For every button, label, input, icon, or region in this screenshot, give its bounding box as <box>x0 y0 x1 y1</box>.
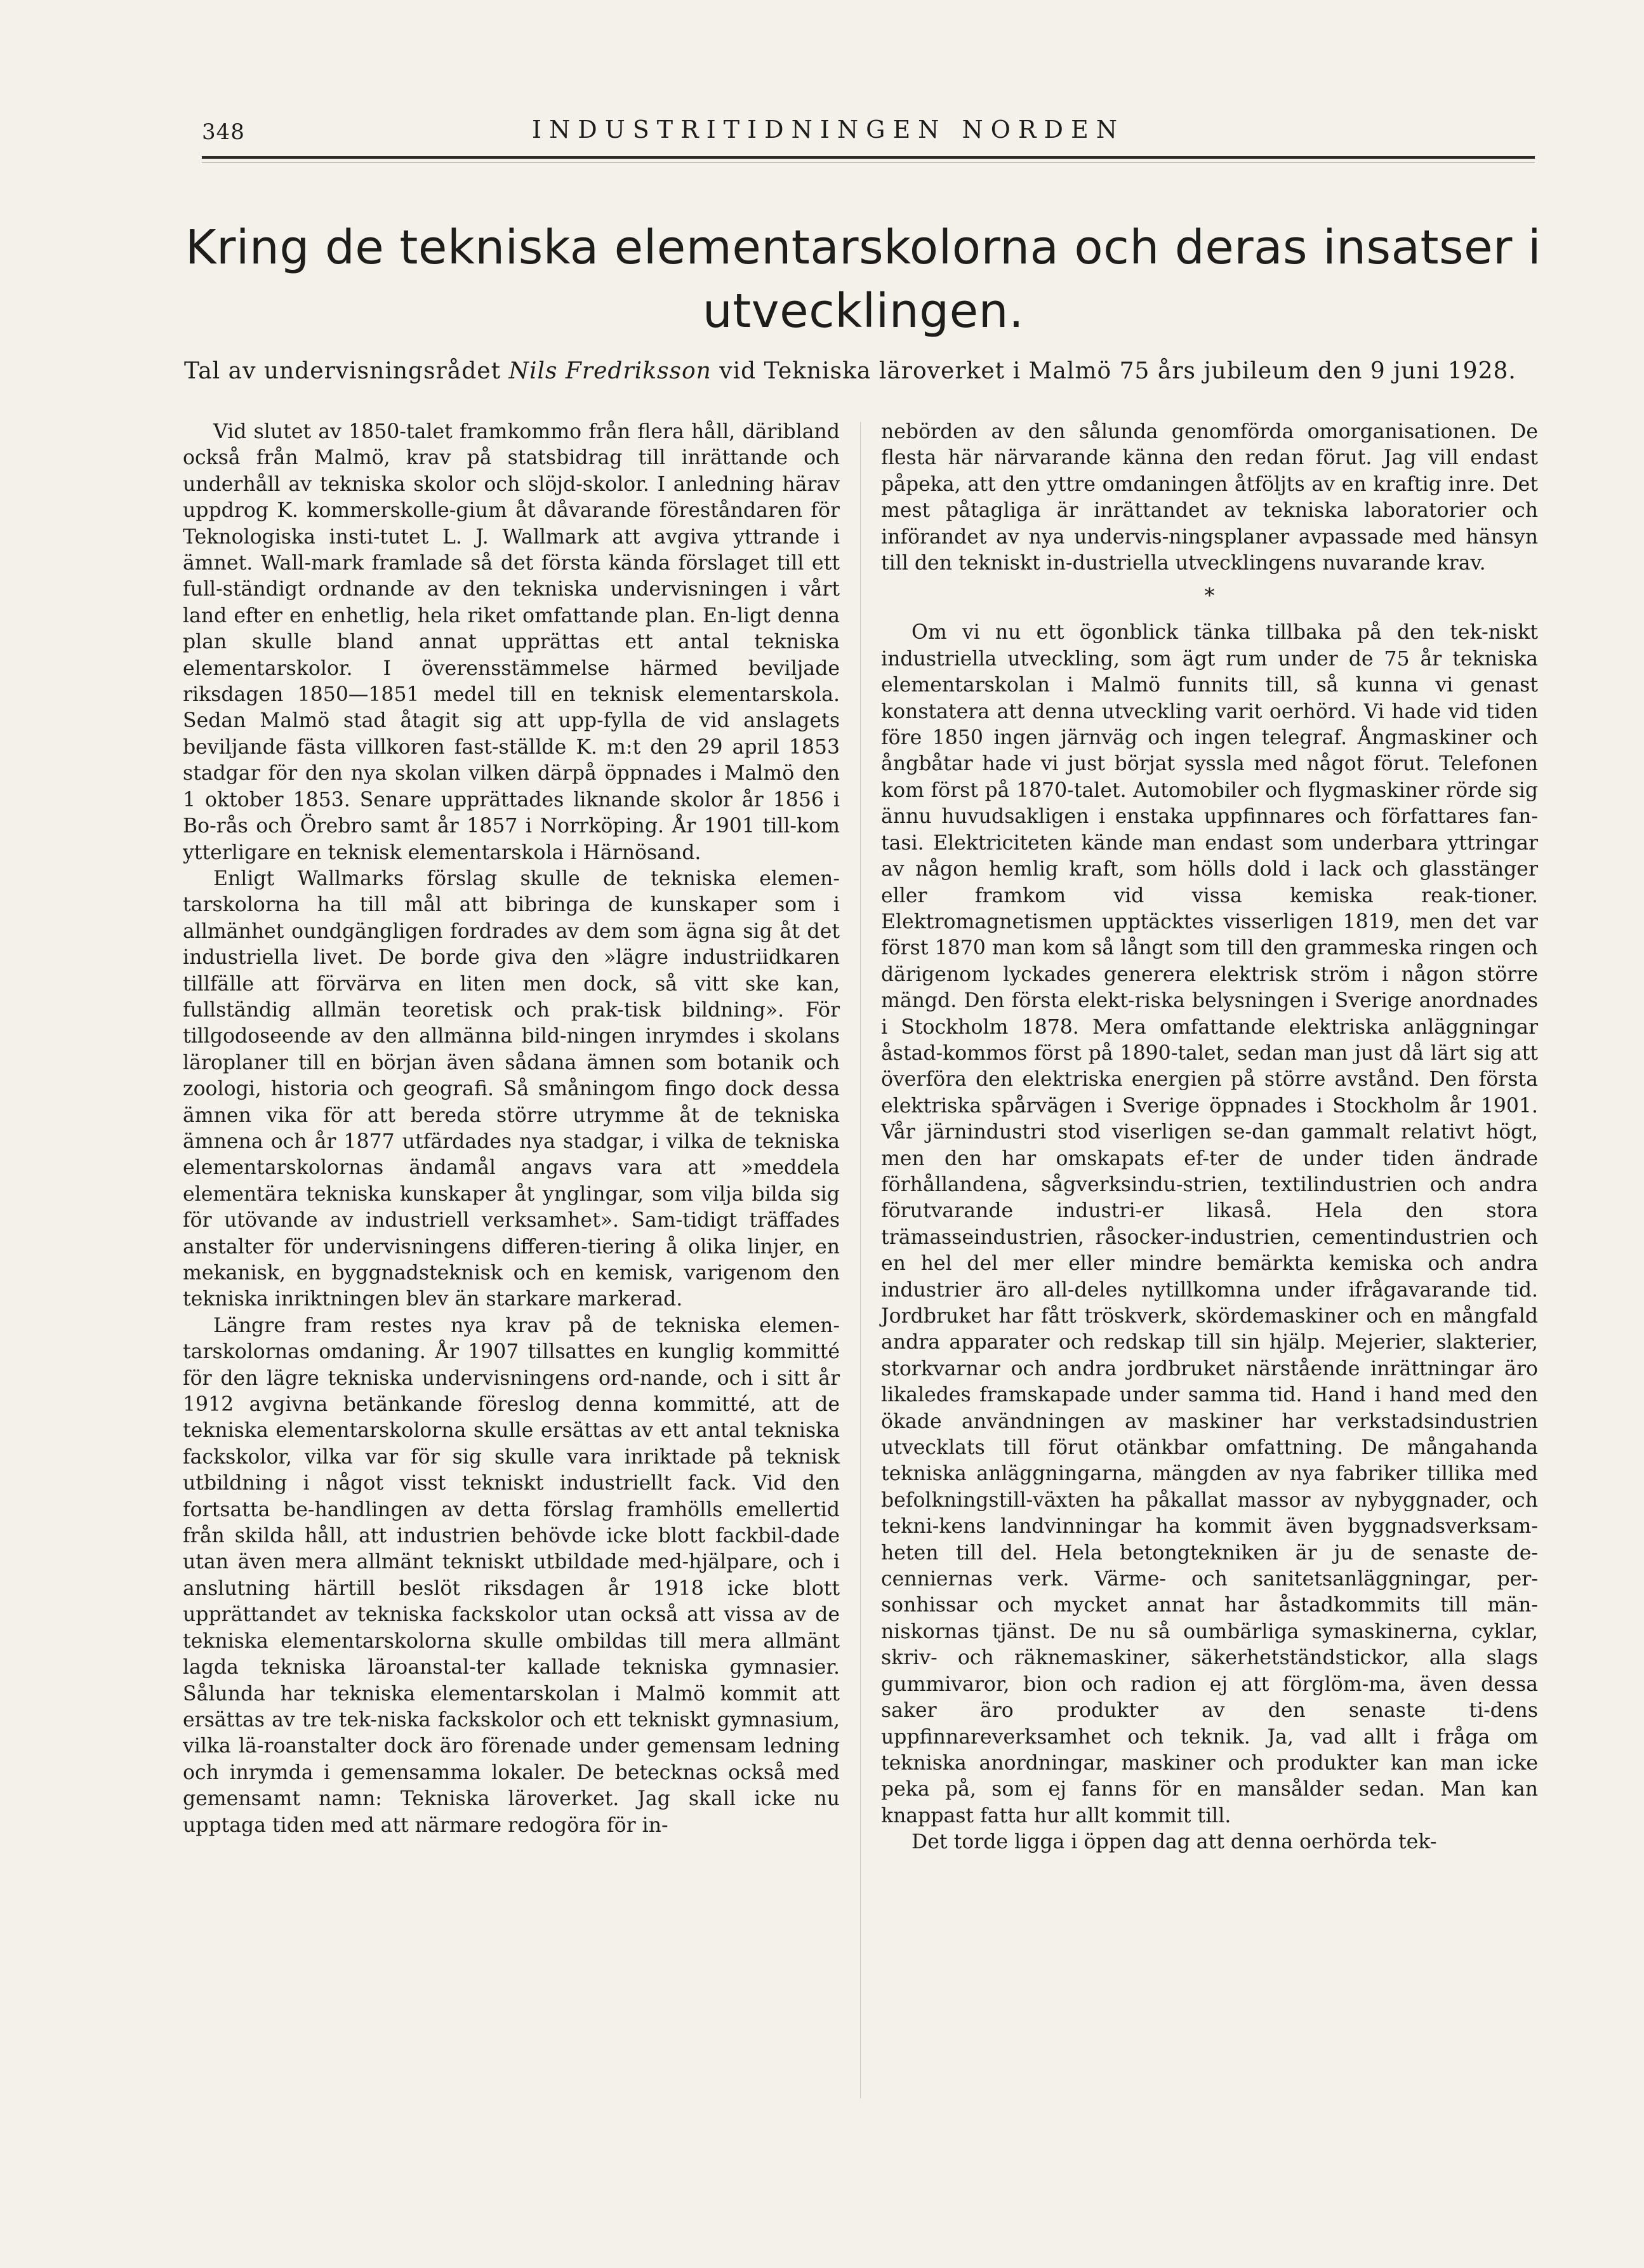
author-name: Nils Fredriksson <box>508 358 712 384</box>
paragraph-continued: nebörden av den sålunda genomförda omorganisationen. De flesta här närvarande känna den redan förut. Jag vill endast påpeka, att den yttre omdaningen åtföljts av en kraftig inre. Det mest påtagliga är inrättandet av tekniska laboratorier och införandet av nya undervis-ningsplaner avpassade med hänsyn till den tekniskt in-dustriella utvecklingens nuvarande krav. <box>881 420 1538 575</box>
column-divider <box>860 422 861 2098</box>
section-separator: * <box>1204 584 1215 608</box>
paragraph: Enligt Wallmarks förslag skulle de tekniska elemen-tarskolorna ha till mål att bibringa de kunskaper som i allmänhet oundgängligen fordrades av dem som ägna sig åt det industriella livet. De borde giva den »lägre industriidkaren tillfälle att förvärva en liten men dock, så vitt ske kan, fullständig allmän teoretisk och prak-tisk bildning». För tillgodoseende av den allmänna bild-ningen inrymdes i skolans läroplaner till en början även sådana ämnen som botanik och zoologi, historia och geografi. Så småningom fingo dock dessa ämnen vika för att bereda större utrymme åt de tekniska ämnena och år 1877 utfärdades nya stadgar, i vilka de tekniska elementarskolornas ändamål angavs vara att »meddela elementära tekniska kunskaper åt ynglingar, som vilja bilda sig för utövande av industriell verksamhet». Sam-tidigt träffades anstalter för undervisningens differen-tiering å olika linjer, en mekanisk, en byggnadsteknisk och en kemisk, varigenom den tekniska inriktningen blev än starkare markerad. <box>183 867 840 1311</box>
page-header <box>202 116 1535 160</box>
right-column <box>881 419 1538 1856</box>
article-subtitle <box>184 356 1549 387</box>
running-title: INDUSTRITIDNINGEN NORDEN <box>532 116 1125 143</box>
page-number: 348 <box>202 119 245 145</box>
header-rule <box>202 156 1535 159</box>
subtitle-suffix: vid Tekniska läroverket i Malmö 75 års jubileum den 9 juni 1928. <box>711 358 1516 384</box>
paragraph: Det torde ligga i öppen dag att denna oerhörda tek- <box>911 1831 1437 1854</box>
paragraph: Om vi nu ett ögonblick tänka tillbaka på den tek-niskt industriella utveckling, som ägt rum under de 75 år tekniska elementarskolan i Malmö funnits till, så kunna vi genast konstatera att denna utveckling varit oerhörd. Vi hade vid tiden före 1850 ingen järnväg och ingen telegraf. Ångmaskiner och ångbåtar hade vi just börjat syssla med något förut. Telefonen kom först på 1870-talet. Automobiler och flygmaskiner rörde sig ännu huvudsakligen i enstaka uppfinnares och författares fan-tasi. Elektriciteten kände man endast som underbara yttringar av någon hemlig kraft, som hölls dold i lack och glasstänger eller framkom vid vissa kemiska reak-tioner. Elektromagnetismen upptäcktes visserligen 1819, men det var först 1870 man kom så långt som till den grammeska ringen och därigenom lyckades generera elektrisk ström i någon större mängd. Den första elekt-riska belysningen i Sverige anordnades i Stockholm 1878. Mera omfattande elektriska anläggningar åstad-kommos först på 1890-talet, sedan man just då lärt sig att överföra den elektriska energien på större avstånd. Den första elektriska spårvägen i Sverige öppnades i Stockholm år 1901. Vår järnindustri stod viserligen se-dan gammalt relativt högt, men den har omskapats ef-ter de under tiden ändrade förhållandena, sågverksindu-strien, textilindustrien och andra förutvarande industri-er likaså. Hela den stora trämasseindustrien, råsocker-industrien, cementindustrien och en hel del mer eller mindre bemärkta kemiska och andra industrier äro all-deles nytillkomna under ifrågavarande tid. Jordbruket har fått tröskverk, skördemaskiner och en mångfald andra apparater och redskap till sin hjälp. Mejerier, slakterier, storkvarnar och andra jordbruket närstående inrättningar äro likaledes framskapade under samma tid. Hand i hand med den ökade användningen av maskiner har verkstadsindustrien utvecklats till förut otänkbar omfattning. De mångahanda tekniska anläggningarna, mängden av nya fabriker tillika med befolkningstill-växten ha påkallat massor av nybyggnader, och tekni-kens landvinningar ha kommit även byggnadsverksam-heten till del. Hela betongtekniken är ju de senaste de-cenniernas verk. Värme- och sanitetsanläggningar, per-sonhissar och mycket annat har åstadkommits till män-niskornas tjänst. De nu så oumbärliga symaskinerna, cyklar, skriv- och räknemaskiner, säkerhetständstickor, alla slags gummivaror, bion och radion ej att förglöm-ma, även dessa saker äro produkter av den senaste ti-dens uppfinnareverksamhet och teknik. Ja, vad allt i fråga om tekniska anordningar, maskiner och produkter kan man icke peka på, som ej fanns för en mansålder sedan. Man kan knappast fatta hur allt kommit till. <box>881 621 1538 1827</box>
paragraph: Vid slutet av 1850-talet framkommo från flera håll, däribland också från Malmö, krav på statsbidrag till inrättande och underhåll av tekniska skolor och slöjd-skolor. I anledning härav uppdrog K. kommerskolle-gium åt dåvarande föreståndaren för Teknologiska insti-tutet L. J. Wallmark att avgiva yttrande i ämnet. Wall-mark framlade så det första kända förslaget till ett full-ständigt ordnande av den tekniska undervisningen i vårt land efter en enhetlig, hela riket omfattande plan. En-ligt denna plan skulle bland annat upprättas ett antal tekniska elementarskolor. I överensstämmelse härmed beviljade riksdagen 1850—1851 medel till en teknisk elementarskola. Sedan Malmö stad åtagit sig att upp-fylla de vid anslagets beviljande fästa villkoren fast-ställde K. m:t den 29 april 1853 stadgar för den nya skolan vilken därpå öppnades i Malmö den 1 oktober 1853. Senare upprättades liknande skolor år 1856 i Bo-rås och Örebro samt år 1857 i Norrköping. År 1901 till-kom ytterligare en teknisk elementarskola i Härnösand. <box>183 420 840 864</box>
subtitle-prefix: Tal av undervisningsrådet <box>184 358 509 384</box>
left-column <box>183 419 840 1839</box>
paragraph: Längre fram restes nya krav på de tekniska elemen-tarskolornas omdaning. År 1907 tillsattes en kunglig kommitté för den lägre tekniska undervisningens ord-nande, och i sitt år 1912 avgivna betänkande föreslog denna kommitté, att de tekniska elementarskolorna skulle ersättas av ett antal tekniska fackskolor, vilka var för sig skulle vara inriktade på teknisk utbildning i något visst tekniskt industriellt fack. Vid den fortsatta be-handlingen av detta förslag framhölls emellertid från skilda håll, att industrien behövde icke blott fackbil-dade utan även mera allmänt tekniskt utbildade med-hjälpare, och i anslutning härtill beslöt riksdagen år 1918 icke blott upprättandet av tekniska fackskolor utan också att vissa av de tekniska elementarskolorna skulle ombildas till mera allmänt lagda tekniska läroanstal-ter kallade tekniska gymnasier. Sålunda har tekniska elementarskolan i Malmö kommit att ersättas av tre tek-niska fackskolor och ett tekniskt gymnasium, vilka lä-roanstalter dock äro förenade under gemensam ledning och inrymda i gemensamma lokaler. De betecknas också med gemensamt namn: Tekniska läroverket. Jag skall icke nu upptaga tiden med att närmare redogöra för in- <box>183 1314 840 1837</box>
article-title: Kring de tekniska elementarskolorna och deras insatser i utvecklingen. <box>185 220 1542 338</box>
